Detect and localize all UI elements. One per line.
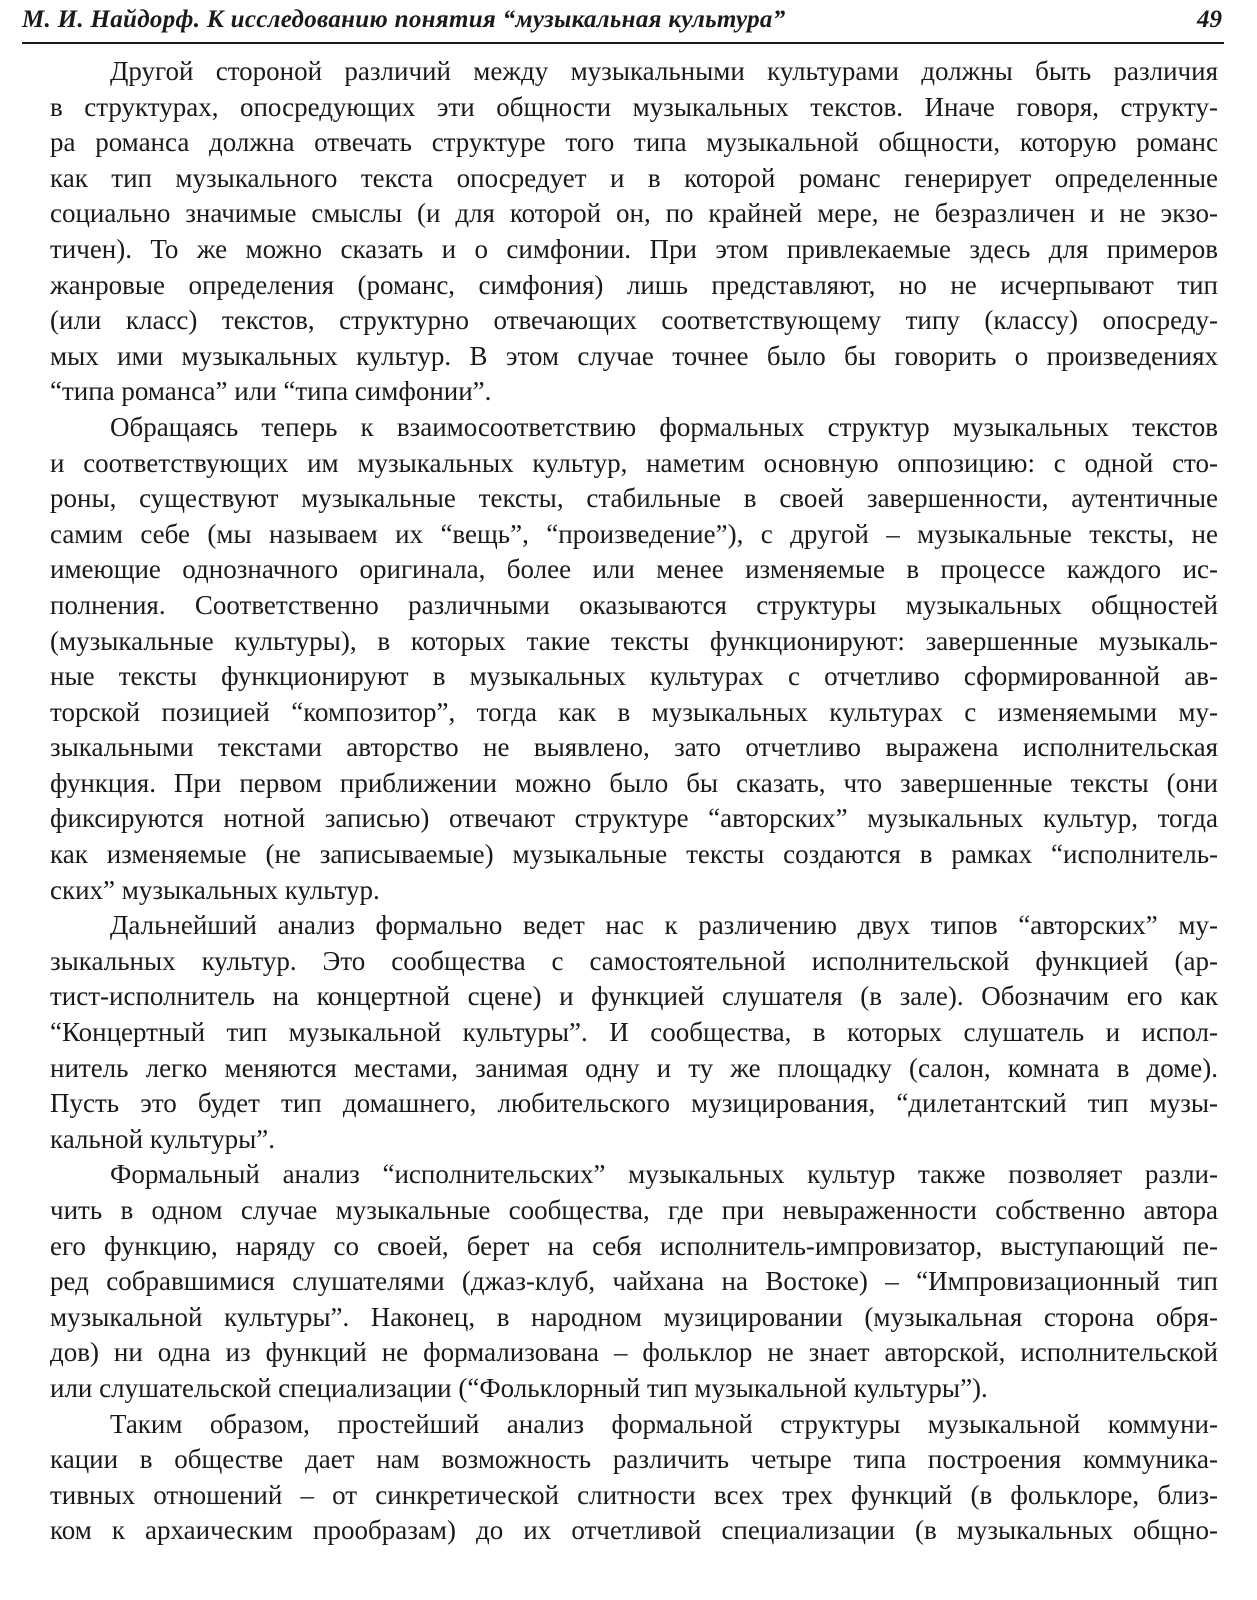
text-line: Пусть это будет тип домашнего, любительского музицирования, “дилетантский тип музы-: [50, 1088, 1218, 1119]
text-line: ком к архаическим прообразам) до их отчетливой специализации (в музыкальных общно-: [50, 1515, 1218, 1546]
text-line: роны, существуют музыкальные тексты, стабильные в своей завершенности, аутентичные: [50, 483, 1218, 514]
text-line: ные тексты функционируют в музыкальных культурах с отчетливо сформированной ав-: [50, 661, 1218, 692]
text-line: самим себе (мы называем их “вещь”, “произведение”), с другой – музыкальные тексты, не: [50, 518, 1218, 549]
text-line: “Концертный тип музыкальной культуры”. И сообщества, в которых слушатель и испол-: [50, 1017, 1218, 1048]
text-line: нитель легко меняются местами, занимая одну и ту же площадку (салон, комната в доме).: [50, 1052, 1218, 1083]
text-line: “типа романса” или “типа симфонии”.: [50, 376, 492, 407]
text-line: Формальный анализ “исполнительских” музыкальных культур также позволяет разли-: [110, 1159, 1218, 1190]
text-line: тивных отношений – от синкретической слитности всех трех функций (в фольклоре, близ-: [50, 1479, 1218, 1510]
text-line: Другой стороной различий между музыкальными культурами должны быть различия: [110, 56, 1218, 86]
text-line: имеющие однозначного оригинала, более или менее изменяемые в процессе каждого ис-: [50, 554, 1218, 585]
text-line: Таким образом, простейший анализ формальной структуры музыкальной коммуни-: [110, 1408, 1218, 1439]
text-line: полнения. Соответственно различными оказываются структуры музыкальных общностей: [50, 589, 1218, 620]
body-text: [50, 54, 1218, 1549]
text-line: Обращаясь теперь к взаимосоответствию формальных структур музыкальных текстов: [110, 411, 1218, 442]
text-line: и соответствующих им музыкальных культур, наметим основную оппозицию: с одной сто-: [50, 447, 1218, 478]
text-line: ских” музыкальных культур.: [50, 874, 380, 905]
text-line: (или класс) текстов, структурно отвечающих соответствующему типу (классу) опосреду-: [50, 305, 1218, 336]
text-line: чить в одном случае музыкальные сообщества, где при невыраженности собственно автора: [50, 1195, 1218, 1225]
text-line: его функцию, наряду со своей, берет на себя исполнитель-импровизатор, выступающий пе-: [50, 1230, 1218, 1261]
text-line: жанровые определения (романс, симфония) лишь представляют, но не исчерпывают тип: [50, 269, 1218, 300]
text-line: кации в обществе дает нам возможность различить четыре типа построения коммуника-: [50, 1444, 1218, 1475]
text-line: зыкальными текстами авторство не выявлено, зато отчетливо выражена исполнительская: [50, 732, 1218, 763]
text-line: социально значимые смыслы (и для которой он, по крайней мере, не безразличен и не экзо-: [50, 198, 1218, 229]
text-line: мых ими музыкальных культур. В этом случае точнее было бы говорить о произведениях: [50, 340, 1218, 371]
text-line: фиксируются нотной записью) отвечают структуре “авторских” музыкальных культур, тогда: [50, 803, 1218, 834]
text-line: зыкальных культур. Это сообщества с самостоятельной исполнительской функцией (ар-: [50, 945, 1218, 976]
text-line: как тип музыкального текста опосредует и в которой романс генерирует определенные: [50, 162, 1218, 193]
text-line: дов) ни одна из функций не формализована – фольклор не знает авторской, исполнительской: [50, 1337, 1218, 1368]
running-head: [22, 4, 1224, 44]
text-line: как изменяемые (не записываемые) музыкальные тексты создаются в рамках “исполнитель-: [50, 839, 1218, 870]
text-line: тичен). То же можно сказать и о симфонии. При этом привлекаемые здесь для примеров: [50, 233, 1218, 264]
text-line: музыкальной культуры”. Наконец, в народном музицировании (музыкальная сторона обря-: [50, 1301, 1218, 1332]
text-line: тист-исполнитель на концертной сцене) и функцией слушателя (в зале). Обозначим его как: [50, 981, 1218, 1012]
text-line: торской позицией “композитор”, тогда как в музыкальных культурах с изменяемыми му-: [50, 696, 1218, 727]
text-line: ред собравшимися слушателями (джаз-клуб, чайхана на Востоке) – “Импровизационный тип: [50, 1266, 1218, 1297]
text-line: ра романса должна отвечать структуре того типа музыкальной общности, которую романс: [50, 127, 1218, 158]
text-line: кальной культуры”.: [50, 1123, 275, 1154]
text-line: Дальнейший анализ формально ведет нас к различению двух типов “авторских” му-: [110, 910, 1218, 941]
text-line: функция. При первом приближении можно было бы сказать, что завершенные тексты (они: [50, 767, 1218, 798]
running-title: М. И. Найдорф. К исследованию понятия “музыкальная культура”: [22, 6, 786, 33]
text-line: или слушательской специализации (“Фольклорный тип музыкальной культуры”).: [50, 1372, 988, 1403]
text-line: (музыкальные культуры), в которых такие тексты функционируют: завершенные музыкаль-: [50, 625, 1218, 656]
text-line: в структурах, опосредующих эти общности музыкальных текстов. Иначе говоря, структу-: [50, 91, 1218, 122]
page-number: 49: [1197, 6, 1222, 33]
